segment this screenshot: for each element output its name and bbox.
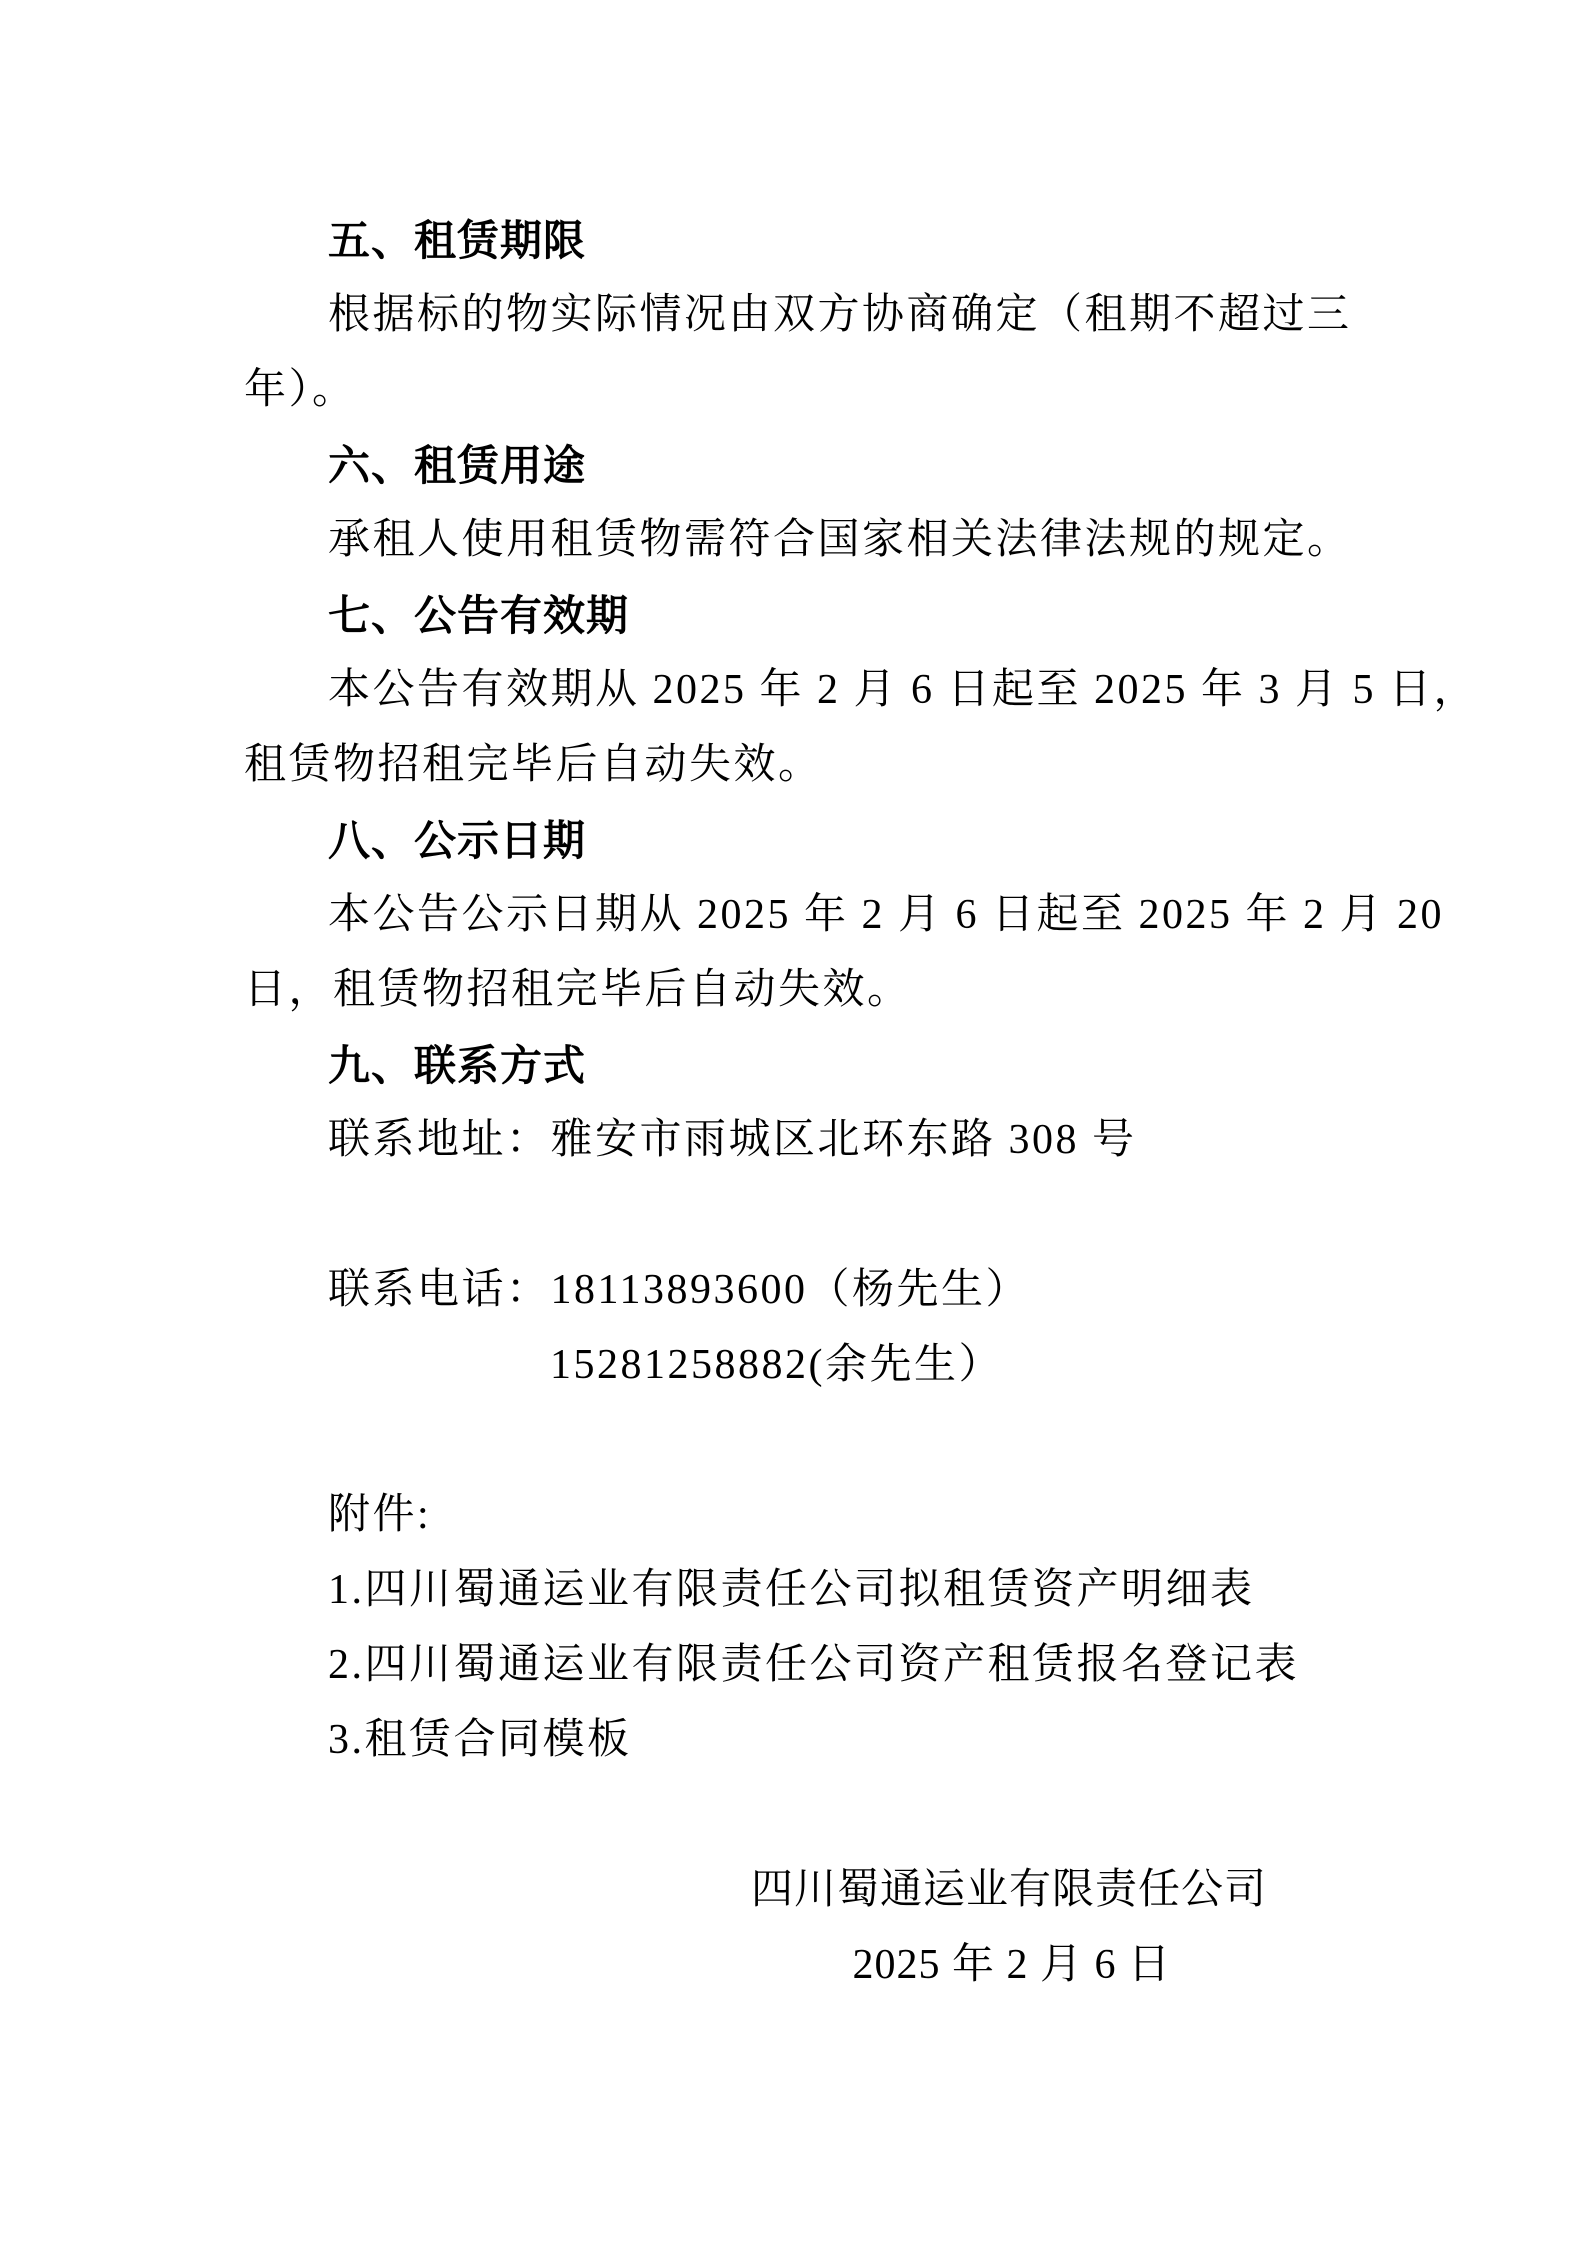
para-publicity-line-2: 日，租赁物招租完毕后自动失效。 xyxy=(244,967,912,1013)
document-body xyxy=(244,203,1479,2003)
blank-line xyxy=(244,1778,1345,1853)
para-lease-term-line-1: 根据标的物实际情况由双方协商确定（租期不超过三 xyxy=(328,292,1352,338)
blank-line xyxy=(244,1178,1345,1253)
attachment-item-3: 3.租赁合同模板 xyxy=(328,1717,632,1763)
attachments-label: 附件: xyxy=(328,1492,432,1538)
contact-phone-line-1: 联系电话：18113893600（杨先生） xyxy=(328,1267,1030,1313)
contact-address-line: 联系地址：雅安市雨城区北环东路 308 号 xyxy=(328,1117,1137,1163)
section-heading-9: 九、联系方式 xyxy=(328,1042,587,1089)
section-heading-6: 六、租赁用途 xyxy=(328,442,587,489)
para-publicity-line-1: 本公告公示日期从 2025 年 2 月 6 日起至 2025 年 2 月 20 xyxy=(328,892,1445,938)
para-validity-line-2: 租赁物招租完毕后自动失效。 xyxy=(244,742,823,788)
signature-company-name: 四川蜀通运业有限责任公司 xyxy=(750,1867,1267,1913)
para-lease-term-line-2: 年）。 xyxy=(244,367,357,413)
section-heading-8: 八、公示日期 xyxy=(328,817,587,864)
attachment-item-2: 2.四川蜀通运业有限责任公司资产租赁报名登记表 xyxy=(328,1642,1300,1688)
section-heading-5: 五、租赁期限 xyxy=(328,217,587,264)
para-validity-line-1: 本公告有效期从 2025 年 2 月 6 日起至 2025 年 3 月 5 日， xyxy=(328,667,1479,713)
section-heading-7: 七、公告有效期 xyxy=(328,592,630,639)
contact-phone-line-2: 15281258882(余先生） xyxy=(550,1342,1003,1388)
blank-line xyxy=(244,1403,1345,1478)
attachment-item-1: 1.四川蜀通运业有限责任公司拟租赁资产明细表 xyxy=(328,1567,1255,1613)
para-lease-use: 承租人使用租赁物需符合国家相关法律法规的规定。 xyxy=(328,517,1352,563)
signature-date: 2025 年 2 月 6 日 xyxy=(852,1942,1171,1988)
